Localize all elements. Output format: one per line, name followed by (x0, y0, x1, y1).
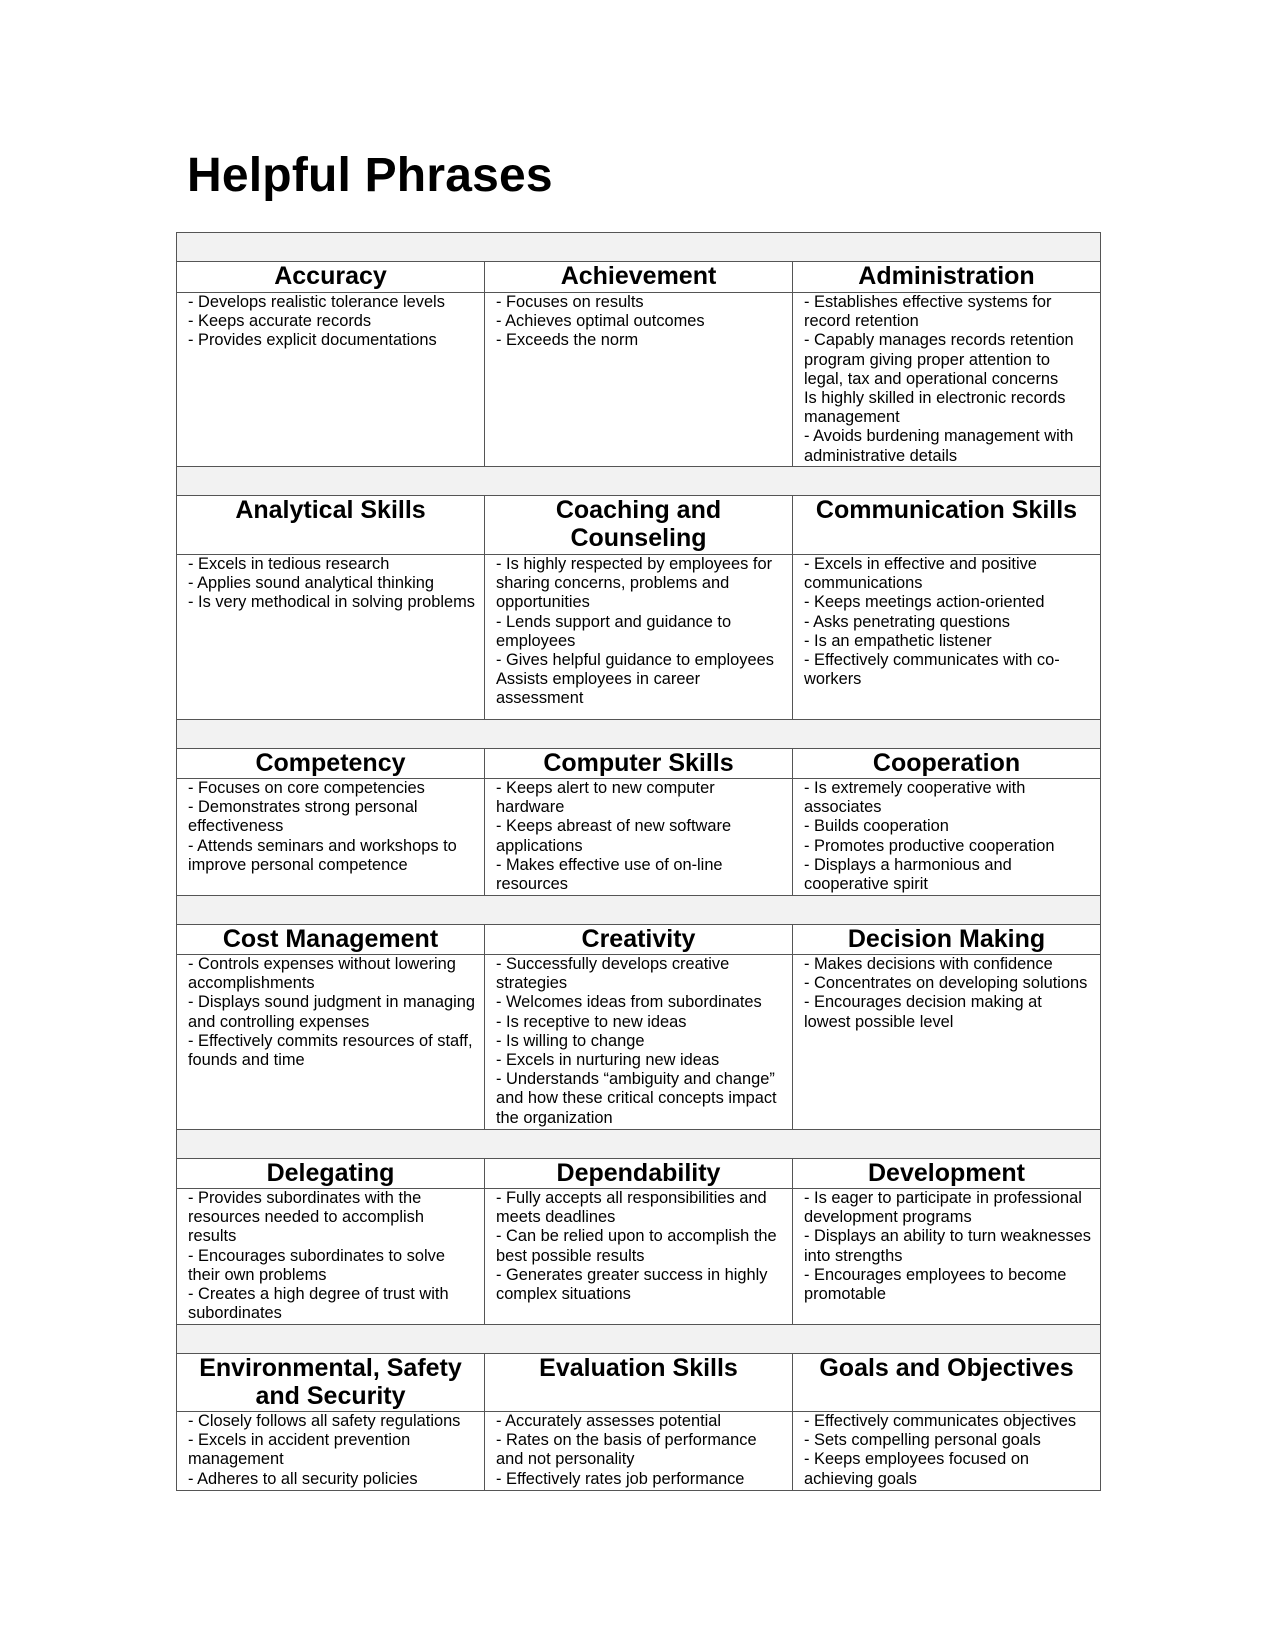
phrase-item: - Demonstrates strong personal effectiveness (188, 798, 418, 836)
section-spacer (177, 720, 1100, 749)
category-phrases (485, 555, 793, 719)
phrase-item: - Displays sound judgment in managing and controlling expenses (188, 993, 475, 1031)
phrase-item: Assists employees in career assessment (496, 670, 701, 708)
category-heading: Administration (858, 262, 1035, 290)
phrase-item: - Effectively communicates with co-workers (804, 651, 1060, 689)
phrase-item: - Effectively commits resources of staff, founds and time (188, 1031, 473, 1070)
phrase-item: - Keeps alert to new computer hardware (496, 779, 715, 817)
category-phrases (177, 293, 485, 466)
section-spacer (177, 1130, 1100, 1159)
phrase-item: - Keeps employees focused on achieving goals (804, 1450, 1030, 1488)
category-heading: Development (868, 1159, 1025, 1187)
phrase-item: - Encourages employees to become promotable (804, 1265, 1067, 1304)
phrase-item: - Gives helpful guidance to employees (496, 651, 774, 670)
section-spacer (177, 467, 1100, 496)
category-header-row (177, 496, 1100, 555)
section-spacer (177, 233, 1100, 262)
phrase-item: - Can be relied upon to accomplish the best possible results (496, 1227, 777, 1265)
category-body-row (177, 293, 1100, 467)
category-phrases (793, 779, 1100, 895)
phrase-item: - Effectively rates job performance (496, 1469, 745, 1488)
category-heading: Coaching and Counseling (485, 496, 793, 554)
phrase-item: - Fully accepts all responsibilities and meets deadlines (496, 1189, 767, 1227)
phrase-item: - Generates greater success in highly complex situations (496, 1265, 768, 1304)
phrase-item: - Keeps accurate records (188, 312, 372, 331)
category-phrases (485, 955, 793, 1129)
phrase-item: - Creates a high degree of trust with subordinates (188, 1285, 449, 1323)
phrase-item: - Understands “ambiguity and change” and how these critical concepts impact the organization (496, 1070, 777, 1127)
category-phrases (793, 293, 1100, 466)
category-heading: Achievement (485, 262, 793, 292)
phrase-item: - Focuses on results (496, 293, 644, 311)
phrase-item: - Welcomes ideas from subordinates (496, 993, 762, 1012)
phrase-item: - Lends support and guidance to employees (496, 612, 732, 650)
phrase-item: - Applies sound analytical thinking (188, 574, 435, 593)
category-heading: Creativity (485, 925, 793, 954)
category-heading: Environmental, Safety and Security (177, 1354, 485, 1411)
phrase-item: - Is extremely cooperative with associates (804, 779, 1026, 817)
phrase-item: - Provides subordinates with the resources needed to accomplish results (188, 1189, 424, 1246)
category-header-row (177, 749, 1100, 779)
category-heading: Competency (177, 749, 485, 778)
section-spacer (177, 896, 1100, 925)
category-heading: Delegating (177, 1159, 485, 1188)
phrase-item: - Successfully develops creative strategies (496, 955, 730, 993)
phrase-item: - Controls expenses without lowering accomplishments (188, 955, 456, 993)
category-heading: Decision Making (847, 925, 1046, 953)
category-header-row (177, 262, 1100, 293)
category-phrases (177, 955, 485, 1129)
category-heading: Accuracy (177, 262, 485, 292)
category-phrases (485, 1412, 793, 1490)
phrase-item: - Develops realistic tolerance levels (188, 293, 445, 311)
phrase-item: - Concentrates on developing solutions (804, 974, 1088, 993)
page-title: Helpful Phrases (187, 149, 553, 202)
phrase-item: Is highly skilled in electronic records management (804, 389, 1066, 427)
phrase-item: - Is an empathetic listener (804, 631, 992, 650)
phrase-item: - Accurately assesses potential (496, 1412, 722, 1430)
phrase-item: - Displays a harmonious and cooperative spirit (804, 855, 1012, 894)
category-phrases (177, 1412, 485, 1490)
category-phrases (177, 779, 485, 895)
phrase-item: - Closely follows all safety regulations (188, 1412, 461, 1430)
phrase-item: - Provides explicit documentations (188, 331, 437, 350)
phrase-item: - Excels in tedious research (188, 555, 390, 573)
category-heading: Goals and Objectives (819, 1354, 1074, 1382)
phrase-item: - Keeps meetings action-oriented (804, 593, 1045, 612)
phrase-item: - Is eager to participate in professional development programs (804, 1189, 1082, 1227)
category-heading: Computer Skills (485, 749, 793, 778)
phrase-item: - Is highly respected by employees for sharing concerns, problems and opportunities (496, 555, 773, 612)
phrase-item: - Asks penetrating questions (804, 612, 1010, 631)
phrase-item: - Avoids burdening management with administrative details (804, 427, 1074, 465)
phrase-item: - Promotes productive cooperation (804, 836, 1055, 855)
phrase-item: - Builds cooperation (804, 817, 949, 836)
category-header-row (177, 1159, 1100, 1189)
category-phrases (177, 1189, 485, 1324)
phrase-item: - Is very methodical in solving problems (188, 593, 475, 612)
phrase-item: - Encourages subordinates to solve their own problems (188, 1246, 445, 1284)
phrase-item: - Excels in effective and positive communications (804, 555, 1037, 593)
category-phrases (485, 779, 793, 895)
category-phrases (793, 955, 1100, 1129)
category-header-row (177, 1354, 1100, 1412)
phrases-table (176, 232, 1101, 1491)
category-heading: Evaluation Skills (485, 1354, 793, 1411)
category-body-row (177, 1189, 1100, 1325)
phrase-item: - Excels in accident prevention management (188, 1431, 411, 1469)
phrase-item: - Sets compelling personal goals (804, 1431, 1041, 1450)
phrase-item: - Rates on the basis of performance and not personality (496, 1431, 757, 1469)
category-phrases (793, 1189, 1100, 1324)
phrase-item: - Capably manages records retention program giving proper attention to legal, tax and operational concerns (804, 331, 1074, 388)
category-heading: Cooperation (872, 749, 1021, 777)
category-phrases (485, 1189, 793, 1324)
phrase-item: - Adheres to all security policies (188, 1469, 418, 1488)
category-heading: Communication Skills (815, 496, 1078, 524)
phrase-item: - Exceeds the norm (496, 331, 639, 350)
phrase-item: - Makes effective use of on-line resources (496, 855, 723, 894)
phrase-item: - Excels in nurturing new ideas (496, 1051, 720, 1070)
category-body-row (177, 955, 1100, 1130)
category-phrases (793, 1412, 1100, 1490)
category-heading: Analytical Skills (177, 496, 485, 554)
phrase-item: - Establishes effective systems for record retention (804, 293, 1052, 331)
category-body-row (177, 1412, 1100, 1490)
category-heading: Dependability (485, 1159, 793, 1188)
phrase-item: - Attends seminars and workshops to improve personal competence (188, 836, 457, 874)
phrase-item: - Is willing to change (496, 1031, 645, 1050)
phrase-item: - Focuses on core competencies (188, 779, 425, 797)
category-phrases (485, 293, 793, 466)
phrase-item: - Is receptive to new ideas (496, 1012, 687, 1031)
category-heading: Cost Management (177, 925, 485, 954)
phrase-item: - Makes decisions with confidence (804, 955, 1053, 973)
category-header-row (177, 925, 1100, 955)
category-body-row (177, 555, 1100, 720)
phrase-item: - Displays an ability to turn weaknesses into strengths (804, 1227, 1091, 1265)
phrase-item: - Effectively communicates objectives (804, 1412, 1077, 1430)
phrase-item: - Achieves optimal outcomes (496, 312, 705, 331)
phrase-item: - Keeps abreast of new software applications (496, 817, 732, 855)
phrase-item: - Encourages decision making at lowest possible level (804, 993, 1042, 1031)
section-spacer (177, 1325, 1100, 1354)
category-phrases (793, 555, 1100, 719)
category-phrases (177, 555, 485, 719)
category-body-row (177, 779, 1100, 896)
